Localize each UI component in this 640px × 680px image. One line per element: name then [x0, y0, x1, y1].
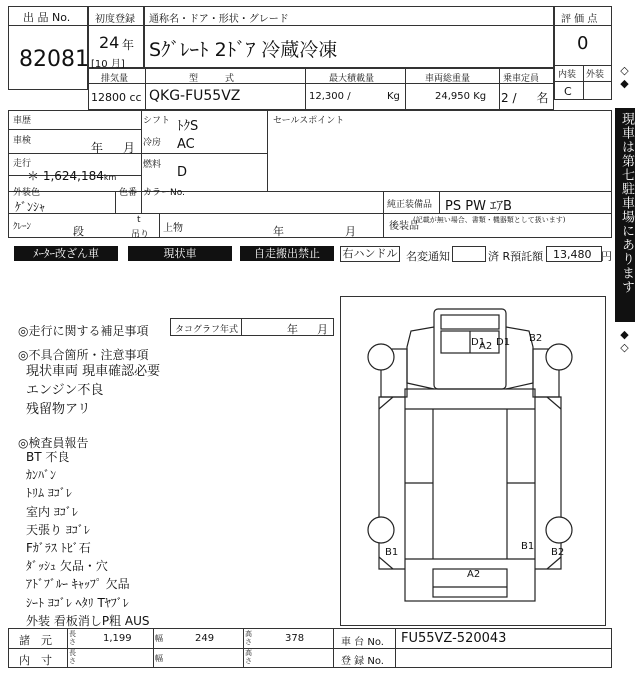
right-hand-badge: 右ハンドル [340, 246, 400, 262]
name-change-label: 名変通知 [406, 250, 450, 263]
name-change-box [452, 246, 486, 262]
upper-label: 上物 [163, 223, 183, 234]
interior-label: 内装 [558, 70, 577, 80]
aftermarket-note: (記載が無い場合、書類・機器類として扱います) [413, 216, 566, 224]
history-label: 車歴 [13, 116, 32, 126]
equipment: PS PW ｴｱB [445, 199, 512, 214]
defects-list [26, 362, 160, 419]
tachograph-label: タコグラフ年式 [175, 325, 239, 335]
recycle-unit: 円 [601, 250, 612, 263]
capacity-label: 乗車定員 [503, 74, 540, 84]
damage-diagram [340, 296, 606, 626]
year-unit: 年 [122, 38, 135, 52]
supplement-header: ◎走行に関する補足事項 [18, 324, 149, 338]
height-label: 高さ [245, 630, 252, 646]
first-registration-box [88, 6, 144, 68]
damage-mark: D1 [496, 337, 511, 348]
internal-label: 内 寸 [19, 654, 52, 667]
list-item: 現状車両 現車確認必要 [26, 364, 161, 379]
meter-tamper-badge: ﾒｰﾀｰ改ざん車 [14, 246, 118, 261]
aircon-label: 冷房 [143, 138, 162, 148]
shift-label: シフト [143, 116, 171, 126]
gross-weight: 24,950 Kg [435, 91, 487, 102]
no-self-drive-badge: 自走搬出禁止 [240, 246, 334, 261]
gross-weight-label: 車両総重量 [425, 74, 471, 84]
damage-mark: B2 [529, 333, 543, 344]
as-is-badge: 現状車 [128, 246, 232, 261]
lot-number-box [8, 6, 88, 90]
upper-year-unit: 年 [273, 225, 284, 238]
first-registration-year: 24 [99, 33, 120, 52]
score-label: 評 価 点 [561, 14, 598, 25]
tacho-month-unit: 月 [317, 323, 328, 336]
length-label: 長さ [69, 630, 76, 646]
internal-length-label: 長さ [69, 649, 76, 665]
mileage: ＊ 1,624,184km [27, 169, 117, 183]
list-item: エンジン不良 [26, 383, 104, 398]
width-label: 幅 [155, 634, 163, 643]
list-item: ｱﾄﾞﾌﾞﾙｰ ｷｬｯﾌﾟ 欠品 [26, 577, 130, 592]
recycle-amount-box [546, 246, 602, 262]
crane-lift-bottom: 吊り [131, 230, 150, 240]
damage-mark: D1 [471, 337, 486, 348]
list-item: 室内 ﾖｺﾞﾚ [26, 504, 78, 519]
list-item: 残留物アリ [26, 402, 91, 417]
width: 249 [195, 633, 215, 644]
list-item: ｶﾝﾊﾞﾝ [26, 468, 57, 483]
sales-point-label: セールスポイント [273, 116, 345, 126]
first-registration-month: [10 月] [91, 59, 125, 70]
internal-width-label: 幅 [155, 654, 163, 663]
details-block [8, 110, 612, 238]
upper-month-unit: 月 [345, 225, 356, 238]
damage-mark: B1 [385, 547, 399, 558]
mileage-label: 走行 [13, 159, 32, 169]
side-strip [613, 60, 637, 362]
displacement-label: 排気量 [101, 74, 129, 84]
max-load: 12,300 / Kg [309, 91, 400, 102]
length: 1,199 [103, 633, 132, 644]
chassis-label: 車 台 No. [341, 637, 384, 648]
tacho-year-unit: 年 [287, 323, 298, 336]
inspector-header: ◎検査員報告 [18, 436, 89, 450]
registration-label: 登 録 No. [341, 656, 384, 667]
damage-mark: B1 [521, 541, 535, 552]
damage-mark: B2 [551, 547, 565, 558]
damage-mark: A2 [479, 341, 493, 352]
lot-number: 82081 [19, 47, 89, 72]
height: 378 [285, 633, 305, 644]
fuel-label: 燃料 [143, 160, 162, 170]
aftermarket-label: 後装品 [389, 221, 419, 232]
model-name-label: 通称名・ドア・形状・グレード [149, 14, 289, 25]
equipment-label: 純正装備品 [387, 200, 433, 210]
crane-stage-unit: 段 [73, 225, 84, 238]
inspector-list [26, 448, 149, 630]
inspection-month-unit: 月 [123, 141, 136, 155]
lot-number-label: 出 品 No. [23, 11, 71, 24]
list-item: BT 不良 [26, 450, 70, 464]
first-registration-label: 初度登録 [95, 14, 135, 25]
max-load-label: 最大積載量 [329, 74, 375, 84]
model-code-label: 型 式 [189, 74, 235, 84]
crane-lift-top: t [137, 215, 141, 225]
inspection-label: 車検 [13, 136, 32, 146]
list-item: Fｶﾞﾗｽ ﾄﾋﾞ石 [26, 541, 91, 556]
color: ｹﾞﾝｼｬ [15, 200, 46, 214]
list-item: ﾄﾘﾑ ﾖｺﾞﾚ [26, 486, 72, 501]
model-code: QKG-FU55VZ [149, 88, 241, 104]
side-top-marks: ◇◆ [618, 64, 631, 90]
damage-mark: A2 [467, 569, 481, 580]
score-box [554, 6, 612, 100]
list-item: ﾀﾞｯｼｭ 欠品・穴 [26, 559, 108, 574]
displacement: 12800 cc [91, 91, 142, 104]
color-no-label: 色番 [119, 188, 138, 198]
score-value: 0 [577, 33, 589, 54]
footer-table [8, 628, 612, 668]
tachograph-box [170, 318, 334, 336]
fuel: D [177, 165, 188, 180]
color-label: 外装色 [13, 188, 41, 198]
list-item: 外装 看板消しP粗 AUS [26, 613, 150, 628]
crane-label: ｸﾚｰﾝ [13, 222, 32, 232]
dims-label: 諸 元 [19, 634, 52, 647]
shift: ﾄｸS [177, 119, 199, 134]
interior-grade: C [564, 85, 572, 98]
internal-height-label: 高さ [245, 649, 252, 665]
side-bottom-marks: ◆◇ [618, 328, 631, 354]
chassis-number: FU55VZ-520043 [401, 631, 507, 646]
capacity: 2 / 名 [501, 91, 549, 105]
spec-row [88, 68, 554, 110]
list-item: ｼｰﾄ ﾖｺﾞﾚ ﾍﾀﾘ Tﾔﾌﾞﾚ [26, 595, 129, 610]
color-number-field-label: カラーNo. [143, 188, 185, 198]
recycle-label: 済 R預託額 [488, 250, 544, 263]
model-name: Sｸﾞﾚｰﾄ 2ﾄﾞｱ 冷蔵冷凍 [149, 39, 338, 61]
inspection-year-unit: 年 [91, 141, 104, 155]
model-name-box [144, 6, 554, 68]
exterior-label: 外装 [586, 70, 605, 80]
aircon: AC [177, 137, 195, 152]
side-message: 現車は第七駐車場にあります [619, 112, 634, 294]
recycle-amount: 13,480 [553, 248, 592, 261]
defects-header: ◎不具合箇所・注意事項 [18, 348, 149, 362]
list-item: 天張り ﾖｺﾞﾚ [26, 522, 90, 537]
